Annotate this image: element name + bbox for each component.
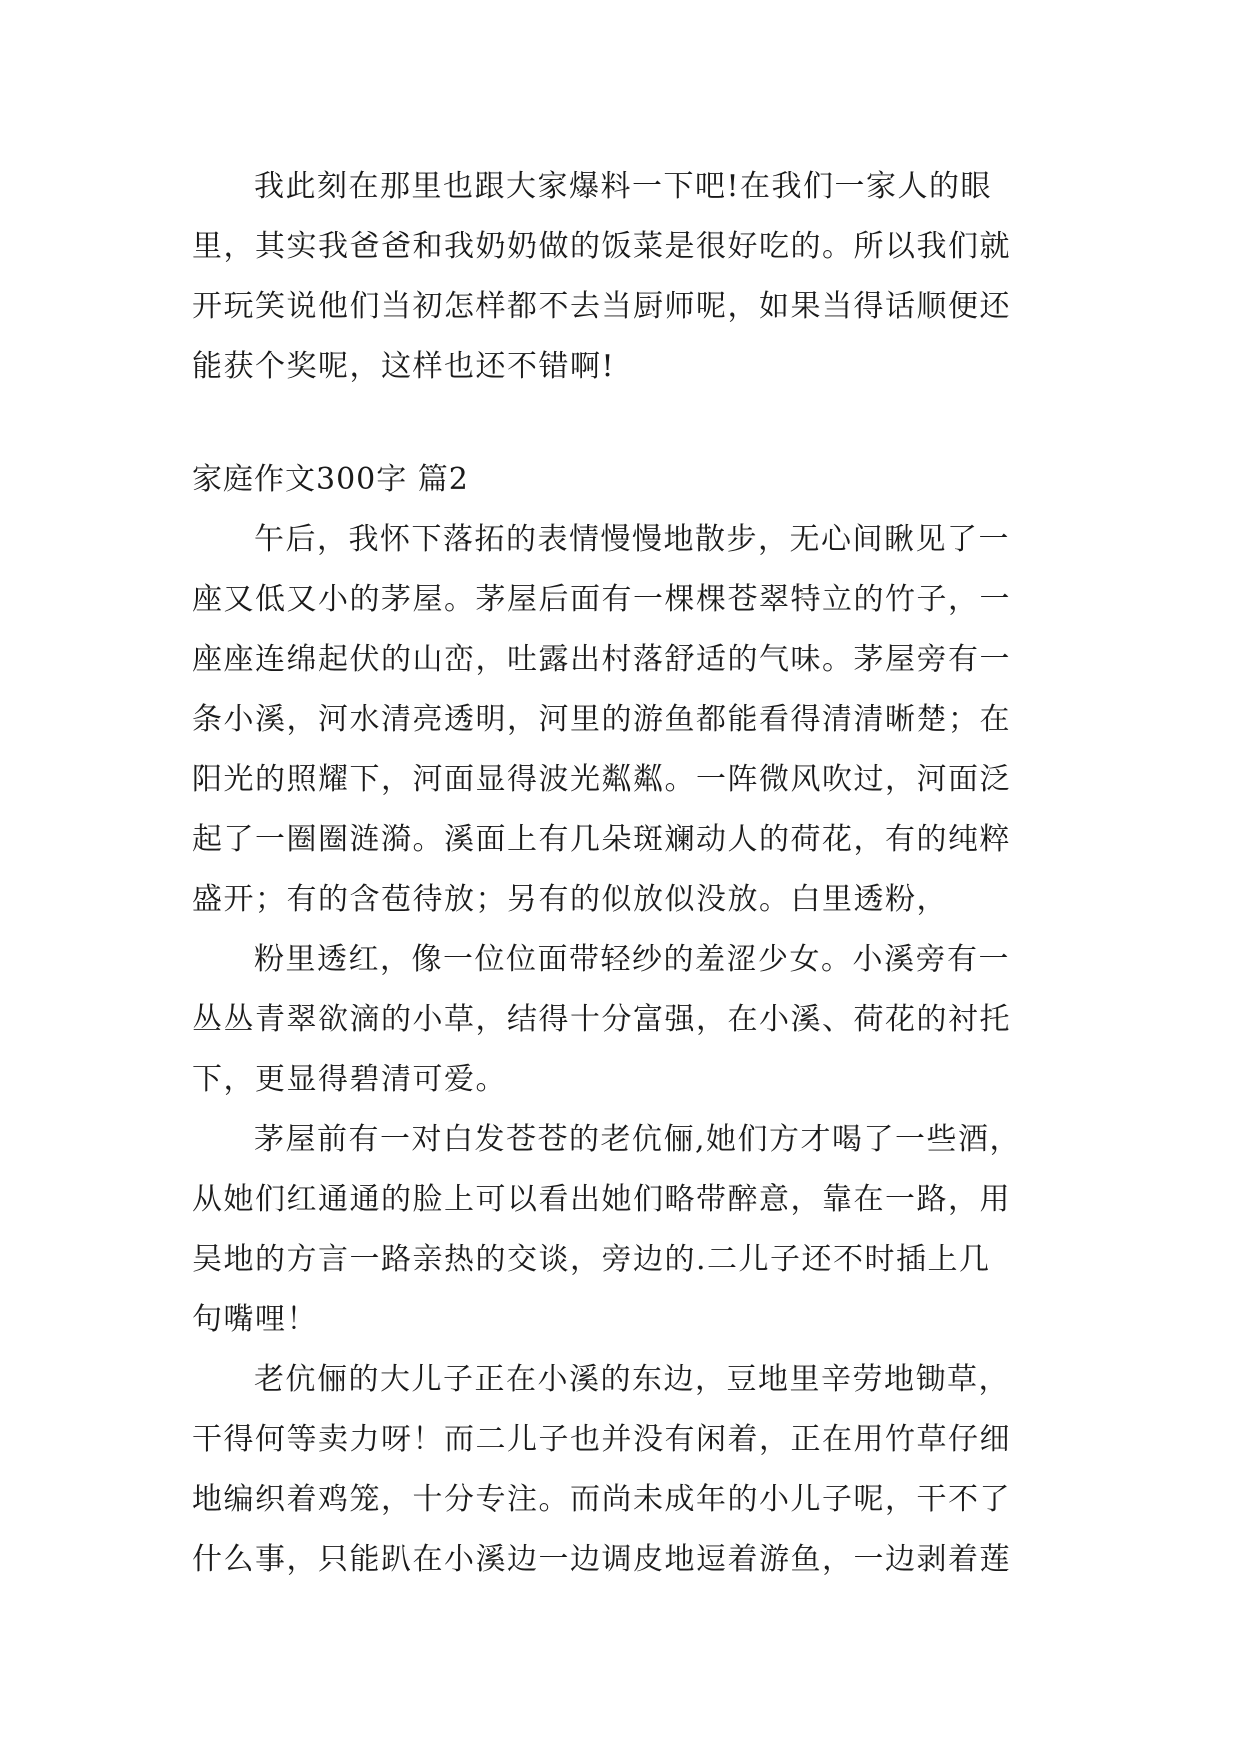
paragraph-5-line-2: 干得何等卖力呀！而二儿子也并没有闲着，正在用竹草仔细	[192, 1422, 1011, 1457]
paragraph-4-line-2: 从她们红通通的脸上可以看出她们略带醉意，靠在一路，用	[192, 1182, 1011, 1217]
paragraph-2-line-6: 起了一圈圈涟漪。溪面上有几朵斑斓动人的荷花，有的纯粹	[192, 822, 1011, 857]
paragraph-4-line-4: 句嘴哩！	[192, 1302, 318, 1337]
paragraph-3	[192, 930, 1052, 1110]
paragraph-3-line-2: 丛丛青翠欲滴的小草，结得十分富强，在小溪、荷花的衬托	[192, 1002, 1011, 1037]
paragraph-2-line-1: 午后，我怀下落拓的表情慢慢地散步，无心间瞅见了一	[254, 522, 1010, 557]
paragraph-5-line-3: 地编织着鸡笼，十分专注。而尚未成年的小儿子呢，干不了	[192, 1482, 1011, 1517]
paragraph-2-line-4: 条小溪，河水清亮透明，河里的游鱼都能看得清清晰楚；在	[192, 702, 1011, 737]
paragraph-1-line-1: 我此刻在那里也跟大家爆料一下吧!在我们一家人的眼	[254, 169, 993, 204]
paragraph-2-line-3: 座座连绵起伏的山峦，吐露出村落舒适的气味。茅屋旁有一	[192, 642, 1011, 677]
paragraph-1	[192, 157, 1052, 397]
paragraph-5-line-4: 什么事，只能趴在小溪边一边调皮地逗着游鱼，一边剥着莲	[192, 1542, 1011, 1577]
paragraph-3-line-3: 下，更显得碧清可爱。	[192, 1062, 507, 1097]
paragraph-2-line-2: 座又低又小的茅屋。茅屋后面有一棵棵苍翠特立的竹子，一	[192, 582, 1011, 617]
paragraph-2	[192, 510, 1052, 930]
paragraph-1-line-2: 里，其实我爸爸和我奶奶做的饭菜是很好吃的。所以我们就	[192, 229, 1011, 264]
paragraph-4-line-1: 茅屋前有一对白发苍苍的老伉俪,她们方才喝了一些酒，	[254, 1122, 1022, 1157]
paragraph-3-line-1: 粉里透红，像一位位面带轻纱的羞涩少女。小溪旁有一	[254, 942, 1010, 977]
paragraph-5	[192, 1350, 1052, 1590]
paragraph-1-line-3: 开玩笑说他们当初怎样都不去当厨师呢，如果当得话顺便还	[192, 289, 1011, 324]
paragraph-2-line-5: 阳光的照耀下，河面显得波光粼粼。一阵微风吹过，河面泛	[192, 762, 1011, 797]
paragraph-4	[192, 1110, 1052, 1350]
paragraph-4-line-3: 吴地的方言一路亲热的交谈，旁边的.二儿子还不时插上几	[192, 1242, 991, 1277]
paragraph-1-line-4: 能获个奖呢，这样也还不错啊!	[192, 349, 616, 384]
section-heading: 家庭作文300字 篇2	[192, 462, 469, 497]
paragraph-2-line-7: 盛开；有的含苞待放；另有的似放似没放。白里透粉，	[192, 882, 948, 917]
paragraph-5-line-1: 老伉俪的大儿子正在小溪的东边，豆地里辛劳地锄草，	[254, 1362, 1010, 1397]
